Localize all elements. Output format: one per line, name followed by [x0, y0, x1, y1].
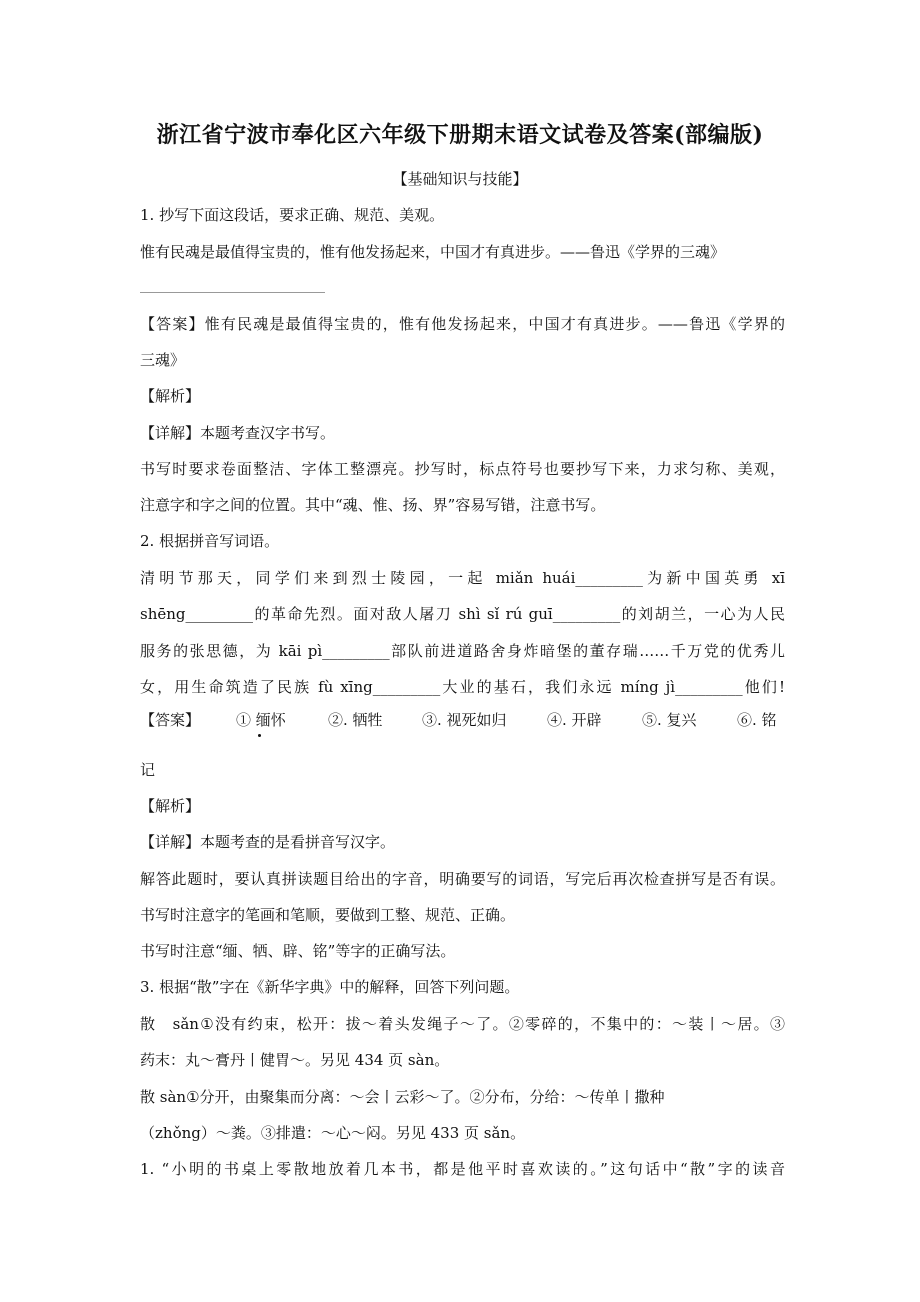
q2-prompt: 2. 根据拼音写词语。	[140, 532, 280, 550]
q2-answer-item: ②. 牺牲	[328, 711, 383, 729]
q2-text-line: 清明节那天，同学们来到烈士陵园，一起 miǎn huái_________为新中国英勇 xī	[140, 569, 785, 587]
q2-detail: 【详解】本题考查的是看拼音写汉字。	[140, 833, 396, 851]
q1-answer: 【答案】惟有民魂是最值得宝贵的，惟有他发扬起来，中国才有真进步。——鲁迅《学界的	[140, 315, 785, 333]
q2-text-line: 女，用生命筑造了民族 fù xīng_________大业的基石，我们永远 míng jì_________他们!	[140, 678, 785, 696]
q2-text-line: 服务的张思德，为 kāi pì_________部队前进道路舍身炸暗堡的董存瑞……千万党的优秀儿	[140, 642, 785, 660]
q2-text-line: shēng_________的革命先烈。面对敌人屠刀 shì sǐ rú guī_________的刘胡兰，一心为人民	[140, 605, 785, 623]
q1-analysis-label: 【解析】	[140, 387, 201, 405]
q3-subquestion: 1. “小明的书桌上零散地放着几本书，都是他平时喜欢读的。”这句话中“散”字的读音	[140, 1160, 785, 1178]
q2-answer-item: ④. 开辟	[547, 711, 602, 729]
q2-explanation: 解答此题时，要认真拼读题目给出的字音，明确要写的词语，写完后再次检查拼写是否有误。	[140, 870, 785, 888]
q3-prompt: 3. 根据“散”字在《新华字典》中的解释，回答下列问题。	[140, 978, 520, 996]
q2-analysis-label: 【解析】	[140, 797, 201, 815]
q1-prompt: 1. 抄写下面这段话，要求正确、规范、美观。	[140, 206, 445, 224]
q1-detail: 【详解】本题考查汉字书写。	[140, 424, 336, 442]
q2-answer-wrap: 记	[140, 761, 156, 779]
q3-definition: 药末：丸～膏丹丨健胃～。另见 434 页 sàn。	[140, 1051, 450, 1069]
q2-explanation: 书写时注意字的笔画和笔顺，要做到工整、规范、正确。	[140, 906, 516, 924]
emphasis-dot	[258, 734, 261, 737]
q1-explanation: 书写时要求卷面整洁、字体工整漂亮。抄写时，标点符号也要抄写下来，力求匀称、美观，	[140, 460, 785, 478]
page-title: 浙江省宁波市奉化区六年级下册期末语文试卷及答案(部编版)	[156, 122, 764, 148]
section-heading: 【基础知识与技能】	[392, 170, 528, 188]
q2-answer-item: ① 缅怀	[236, 711, 286, 729]
copy-answer-line	[140, 292, 325, 293]
q2-answer-item: ⑥. 铭	[737, 711, 777, 729]
q3-definition: 散 sǎn①没有约束，松开：拔～着头发绳子～了。②零碎的，不集中的：～装丨～居。③	[140, 1015, 785, 1033]
q1-explanation-cont: 注意字和字之间的位置。其中“魂、惟、扬、界”容易写错，注意书写。	[140, 496, 606, 514]
q3-definition: 散 sàn①分开，由聚集而分离：～会丨云彩～了。②分布，分给：～传单丨撒种	[140, 1088, 665, 1106]
q2-explanation: 书写时注意“缅、牺、辟、铭”等字的正确写法。	[140, 942, 456, 960]
q1-answer-cont: 三魂》	[140, 351, 186, 369]
q1-quote: 惟有民魂是最值得宝贵的，惟有他发扬起来，中国才有真进步。——鲁迅《学界的三魂》	[140, 243, 726, 261]
q3-definition: （zhǒng）～粪。③排遣：～心～闷。另见 433 页 sǎn。	[140, 1124, 526, 1142]
q2-answer-label: 【答案】	[140, 711, 201, 729]
q2-answer-item: ③. 视死如归	[422, 711, 507, 729]
q2-answer-item: ⑤. 复兴	[642, 711, 697, 729]
